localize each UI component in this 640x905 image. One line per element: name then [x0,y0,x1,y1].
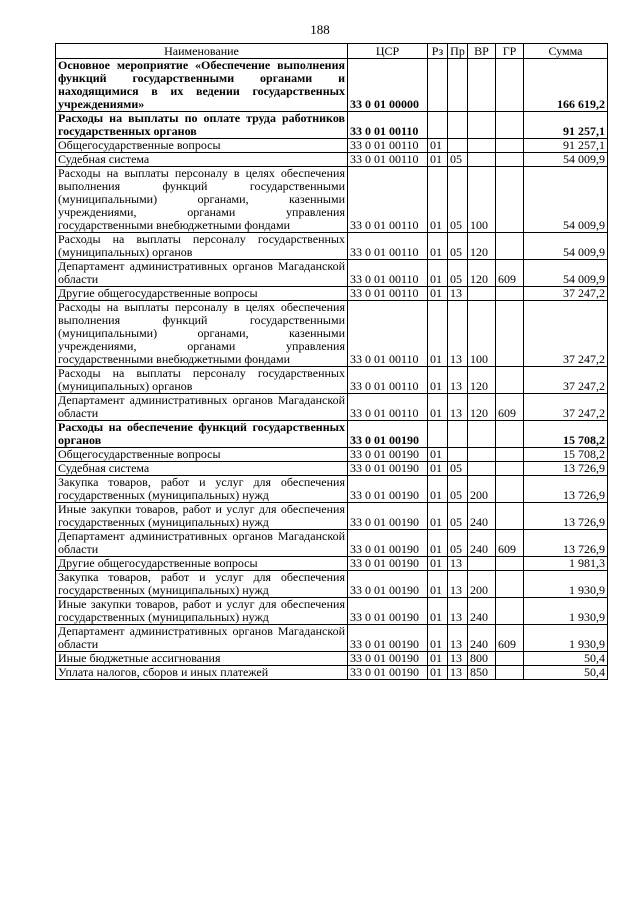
rz-cell: 01 [428,367,448,394]
table-row [56,625,608,652]
csr-cell: 33 0 01 00190 [348,557,428,571]
gr-cell [496,421,524,448]
gr-cell [496,557,524,571]
pr-cell: 05 [448,233,468,260]
rz-cell: 01 [428,652,448,666]
name-cell: Расходы на выплаты персоналу государственных (муниципальных) органов [56,367,348,394]
csr-cell: 33 0 01 00110 [348,153,428,167]
name-cell: Расходы на выплаты персоналу в целях обеспечения выполнения функций государственными (муниципальными) органами, казенными учреждениями, органами управления государственными внебюджетными фондами [56,301,348,367]
rz-cell: 01 [428,476,448,503]
sum-cell: 54 009,9 [524,233,608,260]
csr-cell: 33 0 01 00190 [348,652,428,666]
table-row [56,287,608,301]
name-cell: Департамент административных органов Магаданской области [56,625,348,652]
vr-cell [468,462,496,476]
table-row [56,530,608,557]
name-cell: Судебная система [56,462,348,476]
rz-cell: 01 [428,448,448,462]
pr-cell [448,59,468,112]
gr-cell [496,153,524,167]
rz-cell: 01 [428,233,448,260]
column-header-csr: ЦСР [348,44,428,59]
vr-cell: 120 [468,367,496,394]
pr-cell: 05 [448,476,468,503]
table-row [56,59,608,112]
rz-cell [428,59,448,112]
pr-cell: 13 [448,287,468,301]
table-row [56,652,608,666]
sum-cell: 13 726,9 [524,462,608,476]
pr-cell: 13 [448,557,468,571]
sum-cell: 54 009,9 [524,167,608,233]
gr-cell: 609 [496,394,524,421]
csr-cell: 33 0 01 00190 [348,503,428,530]
rz-cell: 01 [428,167,448,233]
table-row [56,666,608,680]
gr-cell [496,287,524,301]
csr-cell: 33 0 01 00110 [348,260,428,287]
sum-cell: 54 009,9 [524,153,608,167]
pr-cell: 13 [448,301,468,367]
rz-cell: 01 [428,666,448,680]
table-row [56,394,608,421]
pr-cell [448,112,468,139]
vr-cell: 240 [468,503,496,530]
gr-cell [496,476,524,503]
table-row [56,421,608,448]
budget-table [55,43,608,680]
sum-cell: 1 930,9 [524,571,608,598]
vr-cell [468,421,496,448]
csr-cell: 33 0 01 00190 [348,666,428,680]
table-row [56,557,608,571]
table-row [56,448,608,462]
vr-cell: 120 [468,260,496,287]
csr-cell: 33 0 01 00110 [348,233,428,260]
gr-cell [496,112,524,139]
pr-cell [448,421,468,448]
pr-cell: 05 [448,167,468,233]
name-cell: Закупка товаров, работ и услуг для обеспечения государственных (муниципальных) нужд [56,571,348,598]
table-row [56,571,608,598]
sum-cell: 1 981,3 [524,557,608,571]
rz-cell: 01 [428,287,448,301]
name-cell: Другие общегосударственные вопросы [56,557,348,571]
vr-cell: 240 [468,530,496,557]
sum-cell: 37 247,2 [524,287,608,301]
gr-cell: 609 [496,260,524,287]
pr-cell: 13 [448,625,468,652]
name-cell: Общегосударственные вопросы [56,448,348,462]
rz-cell: 01 [428,503,448,530]
pr-cell: 13 [448,394,468,421]
gr-cell [496,167,524,233]
vr-cell [468,139,496,153]
vr-cell [468,448,496,462]
sum-cell: 166 619,2 [524,59,608,112]
sum-cell: 50,4 [524,666,608,680]
name-cell: Расходы на выплаты по оплате труда работников государственных органов [56,112,348,139]
vr-cell [468,153,496,167]
table-row [56,260,608,287]
name-cell: Департамент административных органов Магаданской области [56,394,348,421]
vr-cell: 100 [468,301,496,367]
column-header-sum: Сумма [524,44,608,59]
sum-cell: 37 247,2 [524,394,608,421]
vr-cell [468,557,496,571]
gr-cell [496,367,524,394]
column-header-vr: ВР [468,44,496,59]
rz-cell: 01 [428,462,448,476]
rz-cell: 01 [428,139,448,153]
name-cell: Расходы на обеспечение функций государственных органов [56,421,348,448]
sum-cell: 13 726,9 [524,530,608,557]
sum-cell: 15 708,2 [524,448,608,462]
gr-cell [496,503,524,530]
column-header-name: Наименование [56,44,348,59]
rz-cell: 01 [428,557,448,571]
name-cell: Департамент административных органов Магаданской области [56,530,348,557]
name-cell: Департамент административных органов Магаданской области [56,260,348,287]
table-row [56,598,608,625]
rz-cell: 01 [428,301,448,367]
pr-cell: 05 [448,503,468,530]
vr-cell [468,59,496,112]
name-cell: Общегосударственные вопросы [56,139,348,153]
gr-cell [496,571,524,598]
rz-cell: 01 [428,598,448,625]
pr-cell: 13 [448,571,468,598]
rz-cell [428,421,448,448]
pr-cell [448,448,468,462]
vr-cell: 200 [468,476,496,503]
sum-cell: 1 930,9 [524,598,608,625]
csr-cell: 33 0 01 00190 [348,598,428,625]
sum-cell: 37 247,2 [524,301,608,367]
csr-cell: 33 0 01 00110 [348,394,428,421]
table-row [56,153,608,167]
pr-cell: 05 [448,260,468,287]
pr-cell [448,139,468,153]
sum-cell: 54 009,9 [524,260,608,287]
column-header-gr: ГР [496,44,524,59]
gr-cell [496,139,524,153]
csr-cell: 33 0 01 00110 [348,367,428,394]
csr-cell: 33 0 01 00110 [348,139,428,153]
sum-cell: 1 930,9 [524,625,608,652]
rz-cell: 01 [428,260,448,287]
name-cell: Уплата налогов, сборов и иных платежей [56,666,348,680]
pr-cell: 13 [448,598,468,625]
table-row [56,167,608,233]
csr-cell: 33 0 01 00190 [348,462,428,476]
gr-cell: 609 [496,530,524,557]
vr-cell: 200 [468,571,496,598]
pr-cell: 05 [448,530,468,557]
sum-cell: 37 247,2 [524,367,608,394]
table-row [56,367,608,394]
gr-cell [496,59,524,112]
vr-cell [468,287,496,301]
vr-cell: 100 [468,167,496,233]
vr-cell: 240 [468,625,496,652]
vr-cell: 120 [468,394,496,421]
vr-cell: 850 [468,666,496,680]
sum-cell: 13 726,9 [524,476,608,503]
gr-cell [496,598,524,625]
vr-cell: 120 [468,233,496,260]
sum-cell: 91 257,1 [524,139,608,153]
rz-cell: 01 [428,571,448,598]
name-cell: Судебная система [56,153,348,167]
name-cell: Закупка товаров, работ и услуг для обеспечения государственных (муниципальных) нужд [56,476,348,503]
table-row [56,233,608,260]
gr-cell [496,652,524,666]
csr-cell: 33 0 01 00000 [348,59,428,112]
csr-cell: 33 0 01 00190 [348,571,428,598]
pr-cell: 13 [448,652,468,666]
column-header-pr: Пр [448,44,468,59]
gr-cell [496,666,524,680]
csr-cell: 33 0 01 00190 [348,448,428,462]
rz-cell: 01 [428,394,448,421]
table-row [56,503,608,530]
table-row [56,476,608,503]
table-row [56,462,608,476]
gr-cell [496,462,524,476]
pr-cell: 13 [448,666,468,680]
sum-cell: 15 708,2 [524,421,608,448]
csr-cell: 33 0 01 00110 [348,287,428,301]
name-cell: Другие общегосударственные вопросы [56,287,348,301]
rz-cell: 01 [428,530,448,557]
pr-cell: 05 [448,462,468,476]
name-cell: Расходы на выплаты персоналу государственных (муниципальных) органов [56,233,348,260]
sum-cell: 13 726,9 [524,503,608,530]
csr-cell: 33 0 01 00190 [348,530,428,557]
gr-cell: 609 [496,625,524,652]
pr-cell: 13 [448,367,468,394]
csr-cell: 33 0 01 00110 [348,167,428,233]
table-row [56,112,608,139]
vr-cell: 800 [468,652,496,666]
name-cell: Основное мероприятие «Обеспечение выполнения функций государственными органами и находящимися в их ведении государственных учреждениями» [56,59,348,112]
csr-cell: 33 0 01 00190 [348,476,428,503]
column-header-rz: Рз [428,44,448,59]
rz-cell [428,112,448,139]
name-cell: Иные закупки товаров, работ и услуг для обеспечения государственных (муниципальных) нужд [56,598,348,625]
vr-cell: 240 [468,598,496,625]
name-cell: Иные бюджетные ассигнования [56,652,348,666]
csr-cell: 33 0 01 00110 [348,112,428,139]
csr-cell: 33 0 01 00190 [348,625,428,652]
gr-cell [496,448,524,462]
table-row [56,139,608,153]
sum-cell: 50,4 [524,652,608,666]
gr-cell [496,233,524,260]
vr-cell [468,112,496,139]
sum-cell: 91 257,1 [524,112,608,139]
pr-cell: 05 [448,153,468,167]
rz-cell: 01 [428,625,448,652]
csr-cell: 33 0 01 00190 [348,421,428,448]
rz-cell: 01 [428,153,448,167]
gr-cell [496,301,524,367]
page-number: 188 [310,22,330,37]
name-cell: Иные закупки товаров, работ и услуг для обеспечения государственных (муниципальных) нужд [56,503,348,530]
table-header-row [56,44,608,59]
name-cell: Расходы на выплаты персоналу в целях обеспечения выполнения функций государственными (муниципальными) органами, казенными учреждениями, органами управления государственными внебюджетными фондами [56,167,348,233]
csr-cell: 33 0 01 00110 [348,301,428,367]
table-row [56,301,608,367]
